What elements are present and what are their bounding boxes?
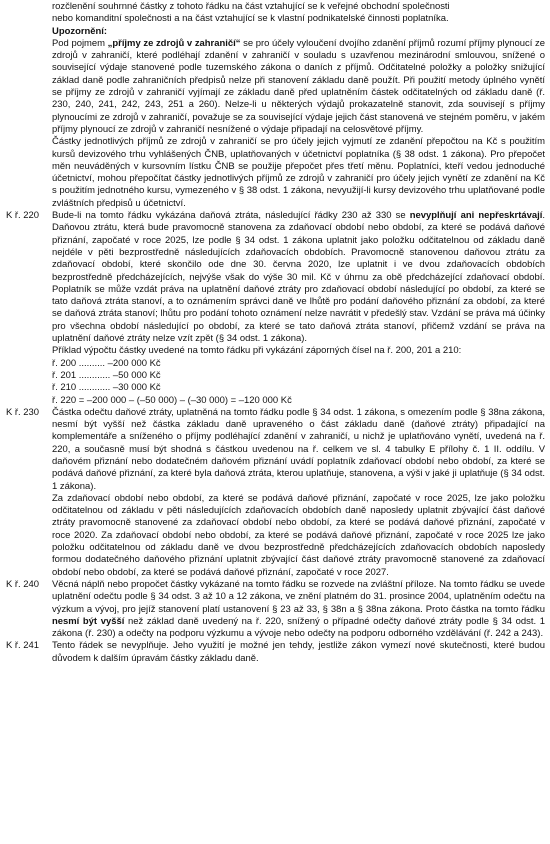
r220-lead: Bude-li na tomto řádku vykázána daňová ztráta, následující řádky 230 až 330 se xyxy=(52,210,410,222)
intro-line: nebo komanditní společnosti a na část vztahující se k vlastní podnikatelské činnosti poplatníka. xyxy=(52,13,449,25)
notice-paragraph-1 xyxy=(52,38,545,136)
r240-lead: Věcná náplň nebo propočet částky vykázané na tomto řádku se rozvede na zvláštní příloze. Na tomto řádku se uvede uplatnění odečtu podle § 34 odst. 3 až 10 a 12 zákona, ve znění platném do 31. prosince 2004, uplatněním odečtu na výzkum a vývoj, pro jejíž stanovení platí ustanovení § 23 až 33, § 38n a § 38na zákona. Proto částka na tomto řádku xyxy=(52,578,545,615)
section-r241 xyxy=(6,640,545,665)
section-r220-body xyxy=(52,210,545,407)
section-r230-body xyxy=(52,407,545,579)
section-r241-body xyxy=(52,640,545,665)
r230-paragraph-2: Za zdaňovací období nebo období, za které se podává daňové přiznání, započaté v roce 2025, lze jako položku odčitatelnou od základu v pěti následujících zdaňovacích obdobích daně naposledy uplatnit zbývající část daňové ztráty pravomocně stanovené za zdaňovací období nebo období, za které se podává daňové přiznání, započaté v roce 2020. Za zdaňovací období nebo období, za které se podává daňové přiznání, započaté v roce 2025 lze jako položku odčitatelnou od základu daně ve dvou bezprostředně předcházejících zdaňovacích obdobích naposledy formou dodatečného daňového přiznání uplatnit zbývající část daňové ztráty pravomocně stanovené za zdaňovací období nebo období, za které se podává daňové přiznání, započaté v roce 2027. xyxy=(52,492,545,578)
r220-paragraph xyxy=(52,210,545,345)
r240-emphasis: nesmí být vyšší xyxy=(52,615,125,627)
notice-heading: Upozornění: xyxy=(52,25,108,37)
section-r240 xyxy=(6,579,545,640)
section-label-r241: K ř. 241 xyxy=(6,640,40,652)
section-r230 xyxy=(6,407,545,579)
section-label-r240: K ř. 240 xyxy=(6,578,40,590)
intro-body xyxy=(52,1,545,210)
notice-paragraph-2: Částky jednotlivých příjmů ze zdrojů v zahraničí se pro účely jejich vyjmutí ze zdanění přepočtou na Kč s použitím kursů devizového trhu vyhlášených ČNB, uplatňovaných v účetnictví poplatníka (§ 38 odst. 1 zákona). Pro přepočet měn neuváděných v kursovním lístku ČNB se použije přepočet přes třetí měnu. Poplatníci, kteří vedou jednoduché účetnictví, mohou přepočítat částky jednotlivých příjmů ze zdrojů v zahraničí pro účely jejich vynětí ze zdanění na Kč s použitím jednotného kursu, vymezeného v § 38 odst. 1 zákona, nevyužijí-li kursy devizového trhu uplatňované podle zvláštních předpisů u účetnictví. xyxy=(52,136,545,209)
notice-p1-rest: se pro účely vyloučení dvojího zdanění příjmů rozumí příjmy plynoucí ze zdrojů v zahraničí, které podléhají zdanění v zahraničí v souladu s uzavřenou mezinárodní smlouvou, snížené o související výdaje stanovené podle tuzemského zákona o daních z příjmů. Odčitatelné položky a položky snižující základ daně podle zahraničních předpisů nelze při stanovení základu daně použít. Při použití metody úplného vynětí se příjmy ze zdrojů v zahraničí vyjímají ze základu daně před uplatněním částek odčitatelných od základu daně (ř. 230, 240, 241, 242, 243, 251 a 260). Nelze-li u některých výdajů prokazatelně stanovit, zda souvisejí s příjmy plynoucími ze zdrojů v zahraničí, považuje se za související výdaje jejich část stanovená ve stejném poměru, v jakém příjmy plynoucí ze zdrojů v zahraničí nesnížené o výdaje připadají na celosvětové příjmy. xyxy=(52,37,545,135)
intro-section xyxy=(6,1,545,210)
r220-emphasis: nevyplňují ani nepřeskrtávají xyxy=(409,210,543,222)
r230-paragraph-1: Částka odečtu daňové ztráty, uplatněná na tomto řádku podle § 34 odst. 1 zákona, s omezením podle § 38na zákona, nesmí být vyšší než částka základu daně upraveného o část základu daně (daňové ztráty) připadající na komplementáře a sníženého o příjmy podléhající zdanění v zahraničí, u nichž je uplatňováno vynětí, uvedená na ř. 220, a současně musí být shodná s částkou uvedenou na ř. celkem ve sl. 4 tabulky E přílohy č. 1 II. oddílu. V daňovém přiznání nebo dodatečném daňovém přiznání uvádí poplatník zdaňovací období nebo období, za které se podává daňové přiznání, za které byla daňová ztráta, kterou uplatňuje, stanovena, a výši v jaké ji uplatňuje (§ 34 odst. 1 zákona). xyxy=(52,406,545,492)
r240-paragraph xyxy=(52,579,545,640)
r220-rest: . Daňovou ztrátu, která bude pravomocně stanovena za zdaňovací období nebo období, za které se podává daňové přiznání, započaté v roce 2025, lze podle § 34 odst. 1 zákona uplatnit jako položku odčitatelnou od základu daně nejdéle v pěti bezprostředně následujících zdaňovacích obdobích. Pravomocně stanovenou daňovou ztrátu za zdaňovací období, které skončilo ode dne 30. června 2020, lze uplatnit i ve dvou zdaňovacích obdobích bezprostředně předcházejících, nejvýše však do výše 30 mil. Kč v úhrnu za obě předcházející zdaňovací období. Poplatník se může vzdát práva na uplatnění daňové ztráty pro zdaňovací období následující po období, za které se tato daňová ztráta stanoví, a to oznámením správci daně ve lhůtě pro podání daňového přiznání za období, za které se daňová ztráta stanoví; lhůtu pro podání tohoto oznámení nelze navrátit v předešlý stav. Vzdání se práva má účinky pro všechna období následující po období, za které se tato daňová ztráta stanoví, přičemž vzdání se práva na uplatnění daňové ztráty nelze vzít zpět (§ 34 odst. 1 zákona). xyxy=(52,210,545,345)
r240-rest: než základ daně uvedený na ř. 220, snížený o případné odečty daňové ztráty podle § 34 odst. 1 zákona (ř. 230) a odečty na podporu výzkumu a vývoje nebo odečty na podporu odborného vzdělávání (ř. 242 a 243). xyxy=(52,615,545,640)
section-label-r230: K ř. 230 xyxy=(6,406,40,418)
r220-example-line: ř. 220 = –200 000 – (–50 000) – (–30 000) = –120 000 Kč xyxy=(52,394,292,406)
notice-p1-term: „příjmy ze zdrojů v zahraničí“ xyxy=(107,37,241,49)
section-r220 xyxy=(6,210,545,407)
r241-paragraph: Tento řádek se nevyplňuje. Jeho využití je možné jen tehdy, jestliže zákon vymezí nové skutečnosti, které budou důvodem k dalším úpravám částky základu daně. xyxy=(52,640,545,664)
r220-example-line: ř. 201 ............ –50 000 Kč xyxy=(52,369,161,381)
r220-example-intro: Příklad výpočtu částky uvedené na tomto řádku při vykázání záporných čísel na ř. 200, 201 a 210: xyxy=(52,345,462,357)
r220-example-line: ř. 210 ............ –30 000 Kč xyxy=(52,382,161,394)
section-label xyxy=(6,1,52,210)
intro-line: rozčlenění souhrnné částky z tohoto řádku na část vztahující se k veřejné obchodní společnosti xyxy=(52,1,450,12)
section-label-r220: K ř. 220 xyxy=(6,210,40,222)
r220-example-line: ř. 200 .......... –200 000 Kč xyxy=(52,357,161,369)
section-r240-body xyxy=(52,579,545,640)
notice-p1-lead: Pod pojmem xyxy=(52,37,108,49)
